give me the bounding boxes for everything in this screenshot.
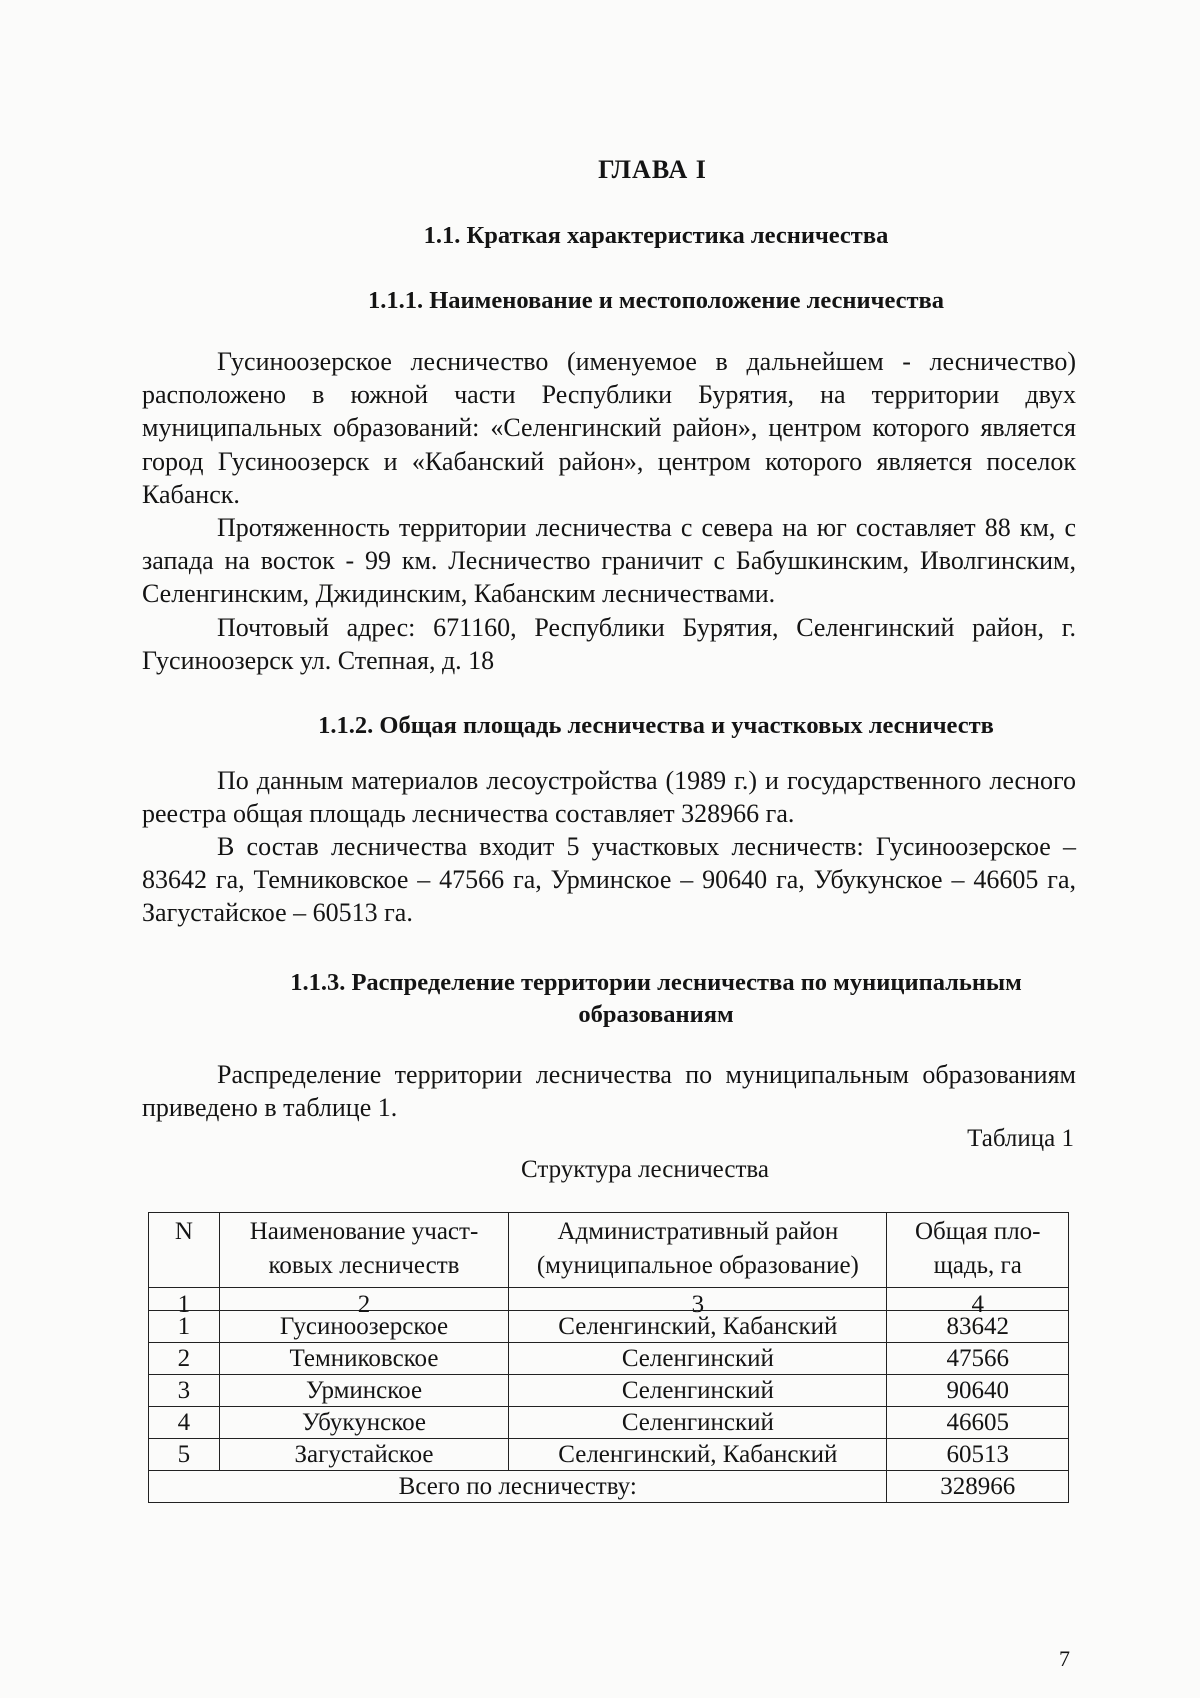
cell-area: 46605 bbox=[887, 1407, 1069, 1439]
header-name bbox=[219, 1213, 508, 1288]
cell-name: Гусиноозерское bbox=[219, 1311, 508, 1343]
table-label: Таблица 1 bbox=[967, 1125, 1074, 1152]
paragraph-extent: Протяженность территории лесничества с севера на юг составляет 88 км, с запада на восток - 99 км. Лесничество граничит с Бабушкинским, Иволгинским, Селенгинским, Джидинским, Кабанским лесничествами. bbox=[142, 513, 1076, 609]
cell-area: 83642 bbox=[887, 1311, 1069, 1343]
header-district-line1: Административный район bbox=[557, 1218, 839, 1245]
paragraph-table-intro: Распределение территории лесничества по муниципальным образованиям приведено в таблице 1. bbox=[142, 1060, 1076, 1123]
chapter-title: ГЛАВА I bbox=[598, 155, 707, 184]
section-heading-1-1-3-line1: 1.1.3. Распределение территории лесничества по муниципальным bbox=[290, 969, 1022, 996]
table-row bbox=[149, 1375, 1069, 1407]
header-district bbox=[509, 1213, 887, 1288]
column-number: 4 bbox=[887, 1288, 1069, 1311]
cell-n: 2 bbox=[149, 1343, 220, 1375]
table-total-row bbox=[149, 1471, 1069, 1503]
cell-n: 5 bbox=[149, 1439, 220, 1471]
cell-district: Селенгинский, Кабанский bbox=[509, 1311, 887, 1343]
cell-n: 1 bbox=[149, 1311, 220, 1343]
cell-district: Селенгинский bbox=[509, 1407, 887, 1439]
forestry-structure-table bbox=[148, 1212, 1069, 1503]
cell-name: Урминское bbox=[219, 1375, 508, 1407]
header-name-line1: Наименование участ- bbox=[249, 1218, 479, 1245]
section-heading-1-1: 1.1. Краткая характеристика лесничества bbox=[423, 222, 889, 249]
column-number: 2 bbox=[219, 1288, 508, 1311]
page-number: 7 bbox=[1059, 1646, 1070, 1671]
table-row bbox=[149, 1439, 1069, 1471]
cell-name: Убукунское bbox=[219, 1407, 508, 1439]
paragraph-total-area: По данным материалов лесоустройства (1989 г.) и государственного лесного реестра общая площадь лесничества составляет 328966 га. bbox=[142, 766, 1076, 829]
paragraph-postal-address: Почтовый адрес: 671160, Республики Бурятия, Селенгинский район, г. Гусиноозерск ул. Степная, д. 18 bbox=[142, 613, 1076, 676]
header-n: N bbox=[149, 1213, 220, 1288]
cell-area: 47566 bbox=[887, 1343, 1069, 1375]
cell-name: Загустайское bbox=[219, 1439, 508, 1471]
header-area-line2: щадь, га bbox=[933, 1252, 1022, 1279]
section-heading-1-1-2: 1.1.2. Общая площадь лесничества и участковых лесничеств bbox=[318, 712, 994, 739]
cell-area: 90640 bbox=[887, 1375, 1069, 1407]
column-number: 3 bbox=[509, 1288, 887, 1311]
section-heading-1-1-3 bbox=[0, 967, 1200, 1031]
column-number: 1 bbox=[149, 1288, 220, 1311]
cell-district: Селенгинский bbox=[509, 1343, 887, 1375]
cell-district: Селенгинский bbox=[509, 1375, 887, 1407]
header-district-line2: (муниципальное образование) bbox=[536, 1252, 859, 1279]
paragraph-district-forestries: В состав лесничества входит 5 участковых лесничеств: Гусиноозерское – 83642 га, Темниковское – 47566 га, Урминское – 90640 га, Убукунское – 46605 га, Загустайское – 60513 га. bbox=[142, 832, 1076, 928]
header-name-line2: ковых лесничеств bbox=[268, 1252, 460, 1279]
cell-n: 3 bbox=[149, 1375, 220, 1407]
section-heading-1-1-3-line2: образованиям bbox=[578, 1001, 734, 1028]
column-number-row bbox=[149, 1288, 1069, 1311]
table-row bbox=[149, 1311, 1069, 1343]
paragraph-location: Гусиноозерское лесничество (именуемое в дальнейшем - лесничество) расположено в южной части Республики Бурятия, на территории двух муниципальных образований: «Селенгинский район», центром которого является город Гусиноозерск и «Кабанский район», центром которого является поселок Кабанск. bbox=[142, 347, 1076, 509]
table-row bbox=[149, 1407, 1069, 1439]
cell-name: Темниковское bbox=[219, 1343, 508, 1375]
header-area-line1: Общая пло- bbox=[914, 1218, 1041, 1245]
total-value: 328966 bbox=[887, 1471, 1069, 1503]
table-caption: Структура лесничества bbox=[521, 1156, 769, 1183]
table-header-row bbox=[149, 1213, 1069, 1288]
section-heading-1-1-1: 1.1.1. Наименование и местоположение лесничества bbox=[367, 287, 945, 314]
cell-area: 60513 bbox=[887, 1439, 1069, 1471]
cell-n: 4 bbox=[149, 1407, 220, 1439]
header-area bbox=[887, 1213, 1069, 1288]
total-label: Всего по лесничеству: bbox=[149, 1471, 887, 1503]
table-row bbox=[149, 1343, 1069, 1375]
cell-district: Селенгинский, Кабанский bbox=[509, 1439, 887, 1471]
